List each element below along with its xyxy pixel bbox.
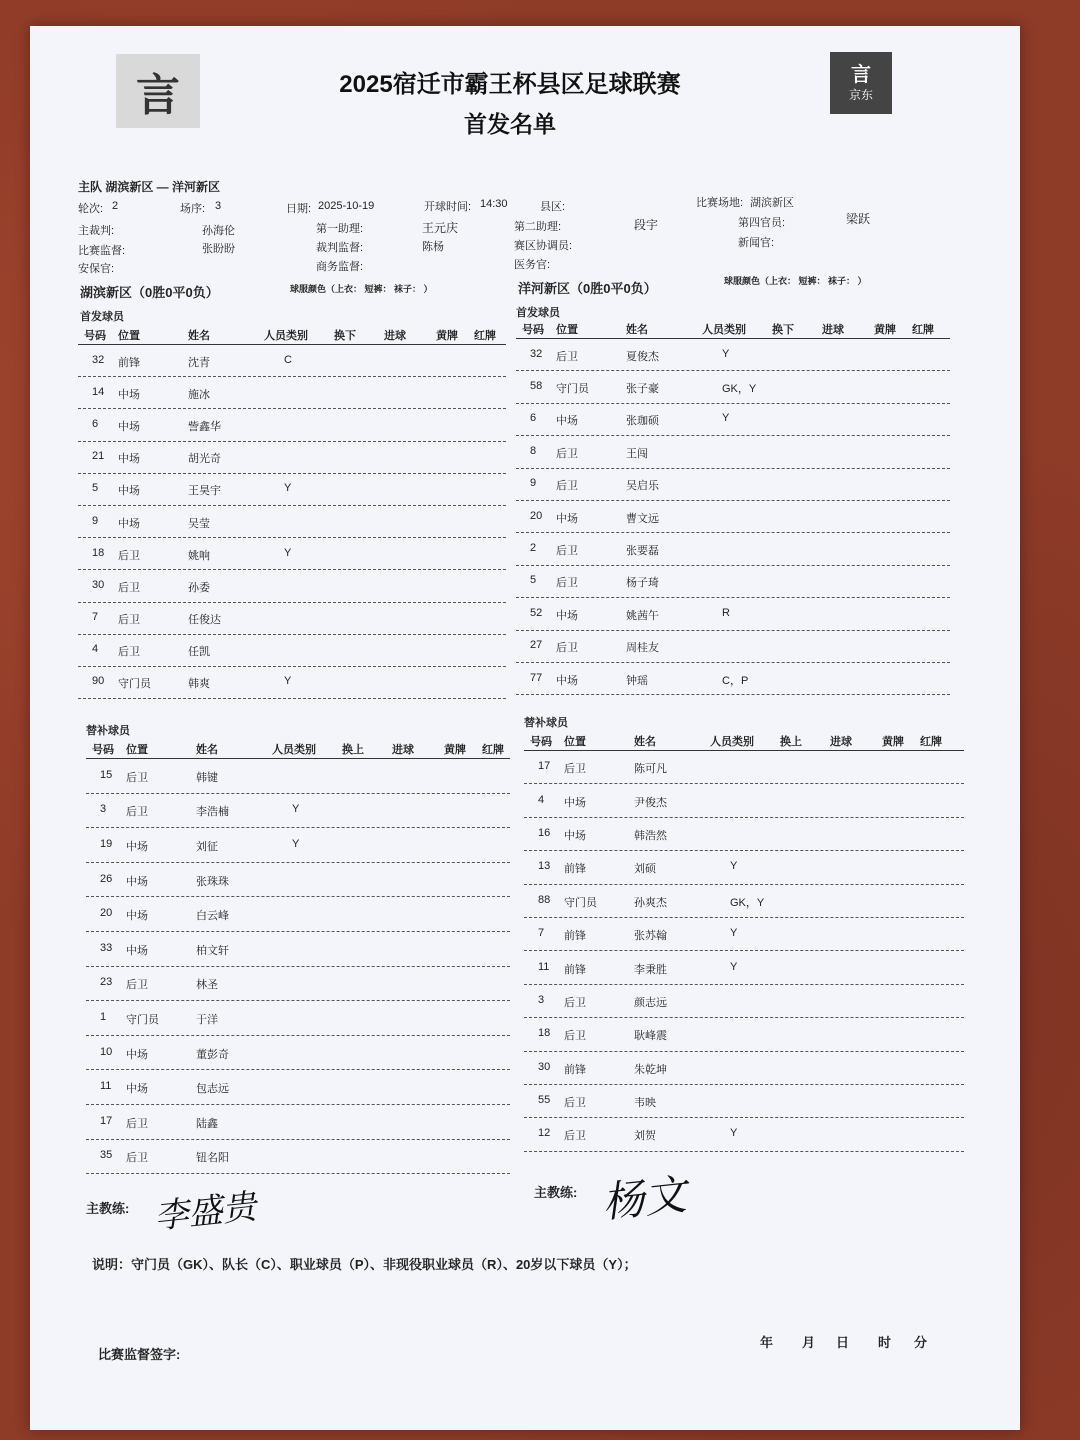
player-name: 訾鑫华	[188, 420, 221, 433]
venue-label: 比赛场地:	[696, 197, 744, 209]
player-name: 钮名阳	[196, 1152, 229, 1165]
player-row	[516, 533, 950, 565]
player-row	[524, 1018, 964, 1051]
player-cat: Y	[730, 1127, 738, 1140]
col-header-name: 姓名	[188, 330, 210, 342]
month-label: 月	[802, 1335, 816, 1350]
player-no: 4	[538, 793, 545, 806]
away-coach-label: 主教练:	[534, 1185, 578, 1200]
league-logo	[116, 54, 200, 128]
minute-label: 分	[914, 1335, 928, 1350]
player-name: 于洋	[196, 1013, 218, 1026]
player-name: 姚响	[188, 549, 210, 562]
player-name: 李秉胜	[634, 963, 667, 976]
player-cat: C	[284, 353, 292, 366]
player-row	[86, 932, 510, 967]
col-header-red: 红牌	[482, 744, 504, 756]
player-name: 包志远	[196, 1083, 229, 1096]
player-no: 7	[538, 927, 545, 940]
player-cat: Y	[730, 927, 738, 940]
coordinator-label: 赛区协调员:	[514, 240, 573, 252]
player-cat: Y	[284, 675, 292, 688]
player-row	[86, 1140, 510, 1175]
player-pos: 中场	[126, 944, 148, 957]
home-team-title: 湖滨新区（0胜0平0负）	[80, 285, 219, 300]
table-header	[86, 738, 510, 759]
referee-value: 孙海伦	[202, 225, 235, 237]
player-no: 55	[538, 1094, 551, 1107]
player-no: 58	[530, 380, 543, 393]
away-subs-table	[524, 730, 964, 1152]
player-pos: 前锋	[564, 1063, 586, 1076]
player-name: 韩键	[196, 771, 218, 784]
player-no: 3	[100, 803, 107, 816]
player-cat: Y	[730, 960, 738, 973]
fourth-official-label: 第四官员:	[738, 217, 786, 229]
player-name: 董彭奇	[196, 1048, 229, 1061]
player-pos: 后卫	[564, 1130, 586, 1143]
col-header-name: 姓名	[626, 324, 648, 336]
player-no: 26	[100, 872, 113, 885]
player-no: 21	[92, 450, 105, 463]
player-pos: 守门员	[556, 383, 589, 396]
player-row	[86, 967, 510, 1002]
home-starters-table	[78, 324, 506, 699]
fourth-official-value: 梁跃	[846, 212, 871, 226]
game-no-label: 场序:	[180, 203, 206, 215]
col-header-yellow: 黄牌	[444, 744, 466, 756]
player-no: 6	[530, 412, 537, 425]
security-label: 安保官:	[78, 263, 115, 275]
round-label: 轮次:	[78, 203, 104, 215]
player-no: 18	[92, 546, 105, 559]
player-no: 18	[538, 1027, 551, 1040]
player-no: 90	[92, 675, 105, 688]
home-kit-colors: 球服颜色（上衣： 短裤： 袜子： ）	[290, 284, 433, 294]
supervisor-label: 比赛监督:	[78, 245, 126, 257]
player-pos: 中场	[556, 415, 578, 428]
player-cat: Y	[722, 412, 730, 425]
player-name: 胡光奇	[188, 453, 221, 466]
player-no: 17	[100, 1114, 113, 1127]
player-no: 33	[100, 941, 113, 954]
col-header-sub_off: 换下	[334, 330, 356, 342]
player-pos: 前锋	[564, 930, 586, 943]
player-no: 20	[530, 509, 543, 522]
player-row	[516, 404, 950, 436]
player-no: 10	[100, 1045, 113, 1058]
ref-assessor-label: 裁判监督:	[316, 242, 364, 254]
player-cat: GK，Y	[722, 383, 757, 396]
player-name: 钟瑶	[626, 674, 648, 687]
home-coach-label: 主教练:	[86, 1201, 130, 1216]
player-row	[516, 469, 950, 501]
player-pos: 后卫	[556, 447, 578, 460]
player-pos: 中场	[564, 829, 586, 842]
player-row	[86, 794, 510, 829]
player-name: 陈可凡	[634, 763, 667, 776]
col-header-cat: 人员类别	[272, 744, 316, 756]
player-no: 12	[538, 1127, 551, 1140]
player-cat: Y	[284, 482, 292, 495]
col-header-cat: 人员类别	[702, 324, 746, 336]
player-cat: Y	[722, 347, 730, 360]
player-pos: 中场	[126, 875, 148, 888]
player-row	[524, 885, 964, 918]
page-title: 2025宿迁市霸王杯县区足球联赛	[339, 71, 681, 98]
sponsor-mark: 言	[851, 63, 871, 86]
player-pos: 后卫	[118, 646, 140, 659]
supervisor-sign-label: 比赛监督签字:	[98, 1347, 181, 1362]
col-header-yellow: 黄牌	[882, 736, 904, 748]
col-header-cat: 人员类别	[710, 736, 754, 748]
ref-assessor-value: 陈杨	[422, 241, 444, 253]
player-name: 张子豪	[626, 383, 659, 396]
player-no: 13	[538, 860, 551, 873]
player-row	[86, 1105, 510, 1140]
player-pos: 后卫	[126, 1117, 148, 1130]
player-row	[78, 538, 506, 570]
player-name: 刘征	[196, 840, 218, 853]
col-header-cat: 人员类别	[264, 330, 308, 342]
day-label: 日	[836, 1335, 850, 1350]
sponsor-logo	[830, 52, 892, 114]
player-pos: 后卫	[126, 979, 148, 992]
player-no: 8	[530, 444, 537, 457]
player-row	[516, 663, 950, 695]
player-row	[516, 339, 950, 371]
year-label: 年	[760, 1335, 774, 1350]
player-row	[516, 371, 950, 403]
player-name: 白云峰	[196, 910, 229, 923]
hour-label: 时	[878, 1335, 892, 1350]
player-pos: 中场	[118, 517, 140, 530]
player-no: 20	[100, 907, 113, 920]
player-row	[78, 603, 506, 635]
col-header-no: 号码	[84, 330, 106, 342]
game-no-value: 3	[215, 200, 222, 212]
player-name: 林圣	[196, 979, 218, 992]
player-no: 11	[100, 1080, 112, 1093]
player-name: 王昊宇	[188, 485, 221, 498]
player-row	[524, 751, 964, 784]
col-header-sub_on: 换上	[342, 744, 364, 756]
player-no: 9	[92, 514, 99, 527]
player-pos: 后卫	[118, 581, 140, 594]
player-row	[78, 570, 506, 602]
col-header-goal: 进球	[392, 744, 414, 756]
player-no: 15	[100, 768, 113, 781]
player-row	[86, 1001, 510, 1036]
player-pos: 后卫	[556, 545, 578, 558]
player-name: 朱乾坤	[634, 1063, 667, 1076]
ar1-value: 王元庆	[422, 221, 459, 235]
player-pos: 中场	[126, 910, 148, 923]
player-row	[524, 918, 964, 951]
ar2-value: 段宇	[634, 218, 659, 232]
player-cat: Y	[284, 546, 292, 559]
player-no: 30	[538, 1060, 551, 1073]
player-pos: 后卫	[126, 1152, 148, 1165]
player-name: 夏俊杰	[626, 350, 659, 363]
home-subs-label: 替补球员	[86, 725, 130, 737]
player-pos: 后卫	[564, 996, 586, 1009]
player-no: 6	[92, 417, 99, 430]
player-cat: Y	[292, 837, 300, 850]
player-no: 9	[530, 477, 537, 490]
col-header-no: 号码	[92, 744, 114, 756]
supervisor-value: 张盼盼	[202, 243, 235, 255]
player-row	[86, 1070, 510, 1105]
player-no: 4	[92, 643, 99, 656]
player-row	[516, 598, 950, 630]
player-pos: 后卫	[564, 1030, 586, 1043]
player-pos: 后卫	[126, 806, 148, 819]
player-pos: 中场	[556, 674, 578, 687]
away-team-title: 洋河新区（0胜0平0负）	[518, 281, 657, 296]
home-subs-table	[86, 738, 510, 1174]
player-no: 88	[538, 893, 551, 906]
player-name: 韩浩然	[634, 829, 667, 842]
player-no: 27	[530, 639, 543, 652]
col-header-red: 红牌	[474, 330, 496, 342]
player-row	[516, 631, 950, 663]
player-pos: 守门员	[118, 678, 151, 691]
player-pos: 后卫	[118, 614, 140, 627]
player-pos: 中场	[118, 485, 140, 498]
player-no: 5	[530, 574, 537, 587]
player-name: 柏文轩	[196, 944, 229, 957]
teams-line: 主队 湖滨新区 — 洋河新区	[78, 180, 221, 194]
player-name: 韩爽	[188, 678, 210, 691]
medical-label: 医务官:	[514, 259, 551, 271]
player-name: 张珠珠	[196, 875, 229, 888]
player-cat: R	[722, 606, 730, 619]
player-row	[86, 828, 510, 863]
player-name: 吴莹	[188, 517, 210, 530]
player-row	[524, 818, 964, 851]
player-row	[78, 442, 506, 474]
away-coach-signature: 杨文	[599, 1169, 689, 1228]
commercial-label: 商务监督:	[316, 261, 364, 273]
col-header-yellow: 黄牌	[436, 330, 458, 342]
home-starters-label: 首发球员	[80, 311, 124, 323]
round-value: 2	[112, 200, 119, 212]
player-name: 张珈硕	[626, 415, 659, 428]
home-coach-signature: 李盛贵	[152, 1186, 259, 1238]
player-pos: 中场	[126, 1083, 148, 1096]
player-pos: 前锋	[118, 356, 140, 369]
col-header-no: 号码	[522, 324, 544, 336]
player-name: 姚茜午	[626, 609, 659, 622]
player-name: 张要磊	[626, 545, 659, 558]
player-no: 2	[530, 542, 537, 555]
player-name: 周桂友	[626, 642, 659, 655]
player-cat: Y	[292, 803, 300, 816]
player-pos: 后卫	[556, 480, 578, 493]
player-row	[78, 409, 506, 441]
col-header-goal: 进球	[830, 736, 852, 748]
player-row	[524, 1085, 964, 1118]
player-no: 32	[530, 347, 543, 360]
player-row	[524, 951, 964, 984]
player-no: 52	[530, 606, 543, 619]
col-header-yellow: 黄牌	[874, 324, 896, 336]
player-name: 刘硕	[634, 863, 656, 876]
player-pos: 中场	[556, 512, 578, 525]
player-row	[78, 474, 506, 506]
player-pos: 中场	[564, 796, 586, 809]
player-pos: 前锋	[564, 963, 586, 976]
away-subs-label: 替补球员	[524, 717, 568, 729]
ar1-label: 第一助理:	[316, 223, 364, 235]
col-header-goal: 进球	[384, 330, 406, 342]
player-name: 杨子琦	[626, 577, 659, 590]
player-name: 刘贺	[634, 1130, 656, 1143]
player-row	[78, 635, 506, 667]
lineup-sheet	[30, 26, 1020, 1430]
county-label: 县区:	[540, 201, 566, 213]
player-pos: 中场	[118, 453, 140, 466]
player-name: 尹俊杰	[634, 796, 667, 809]
player-pos: 中场	[126, 840, 148, 853]
player-cat: GK，Y	[730, 896, 765, 909]
player-row	[516, 501, 950, 533]
player-cat: Y	[730, 860, 738, 873]
player-pos: 守门员	[564, 896, 597, 909]
away-kit-colors: 球服颜色（上衣： 短裤： 袜子： ）	[724, 276, 867, 286]
player-name: 孙爽杰	[634, 896, 667, 909]
player-no: 3	[538, 993, 545, 1006]
player-no: 32	[92, 353, 105, 366]
player-no: 19	[100, 837, 113, 850]
player-no: 35	[100, 1149, 113, 1162]
player-no: 30	[92, 578, 105, 591]
player-row	[78, 345, 506, 377]
col-header-red: 红牌	[920, 736, 942, 748]
player-row	[86, 897, 510, 932]
player-name: 施冰	[188, 388, 210, 401]
player-row	[524, 1118, 964, 1151]
player-row	[86, 759, 510, 794]
logo-glyph: 言	[136, 71, 180, 120]
player-row	[86, 1036, 510, 1071]
col-header-pos: 位置	[564, 736, 586, 748]
kickoff-label: 开球时间:	[424, 201, 472, 213]
player-name: 王闯	[626, 447, 648, 460]
player-name: 李浩楠	[196, 806, 229, 819]
player-cat: C，P	[722, 674, 749, 687]
player-no: 77	[530, 671, 543, 684]
player-name: 吴启乐	[626, 480, 659, 493]
table-header	[78, 324, 506, 345]
player-no: 11	[538, 960, 550, 973]
player-pos: 后卫	[556, 350, 578, 363]
player-row	[524, 851, 964, 884]
away-starters-label: 首发球员	[516, 307, 560, 319]
player-no: 14	[92, 385, 105, 398]
col-header-goal: 进球	[822, 324, 844, 336]
player-pos: 守门员	[126, 1013, 159, 1026]
player-no: 23	[100, 976, 113, 989]
player-row	[516, 566, 950, 598]
page-subtitle: 首发名单	[464, 111, 556, 137]
venue-value: 湖滨新区	[750, 197, 794, 209]
player-name: 耿峰震	[634, 1030, 667, 1043]
player-name: 任凯	[188, 646, 210, 659]
col-header-no: 号码	[530, 736, 552, 748]
player-no: 7	[92, 611, 99, 624]
player-pos: 中场	[118, 420, 140, 433]
player-row	[524, 985, 964, 1018]
player-name: 陆鑫	[196, 1117, 218, 1130]
player-row	[524, 1052, 964, 1085]
table-header	[516, 318, 950, 339]
legend-note: 说明：守门员（GK）、队长（C）、职业球员（P）、非现役职业球员（R）、20岁以下球员（Y）；	[92, 1257, 637, 1272]
press-officer-label: 新闻官:	[738, 237, 775, 249]
player-row	[78, 377, 506, 409]
ar2-label: 第二助理:	[514, 221, 562, 233]
away-starters-table	[516, 318, 950, 695]
col-header-pos: 位置	[556, 324, 578, 336]
date-label: 日期:	[286, 203, 312, 215]
player-name: 沈青	[188, 356, 210, 369]
player-no: 17	[538, 760, 551, 773]
sponsor-name: 京东	[848, 87, 873, 102]
player-pos: 后卫	[556, 642, 578, 655]
player-name: 颜志远	[634, 996, 667, 1009]
table-header	[524, 730, 964, 751]
player-row	[78, 506, 506, 538]
player-pos: 后卫	[556, 577, 578, 590]
player-pos: 后卫	[126, 771, 148, 784]
kickoff-value: 14:30	[480, 198, 508, 210]
player-name: 曹文远	[626, 512, 659, 525]
player-pos: 后卫	[564, 763, 586, 776]
player-no: 5	[92, 482, 99, 495]
col-header-sub_on: 换上	[780, 736, 802, 748]
player-pos: 中场	[118, 388, 140, 401]
player-pos: 后卫	[564, 1097, 586, 1110]
player-row	[524, 784, 964, 817]
col-header-sub_off: 换下	[772, 324, 794, 336]
date-value: 2025-10-19	[318, 200, 375, 212]
player-name: 任俊达	[188, 614, 221, 627]
player-row	[516, 436, 950, 468]
col-header-name: 姓名	[634, 736, 656, 748]
col-header-pos: 位置	[126, 744, 148, 756]
col-header-pos: 位置	[118, 330, 140, 342]
col-header-red: 红牌	[912, 324, 934, 336]
referee-label: 主裁判:	[78, 225, 115, 237]
player-pos: 前锋	[564, 863, 586, 876]
player-row	[78, 667, 506, 699]
player-name: 韦映	[634, 1097, 656, 1110]
player-name: 孙委	[188, 581, 210, 594]
player-no: 16	[538, 826, 551, 839]
col-header-name: 姓名	[196, 744, 218, 756]
player-pos: 中场	[556, 609, 578, 622]
player-row	[86, 863, 510, 898]
player-pos: 后卫	[118, 549, 140, 562]
player-no: 1	[100, 1010, 107, 1023]
player-name: 张苏翰	[634, 930, 667, 943]
player-pos: 中场	[126, 1048, 148, 1061]
